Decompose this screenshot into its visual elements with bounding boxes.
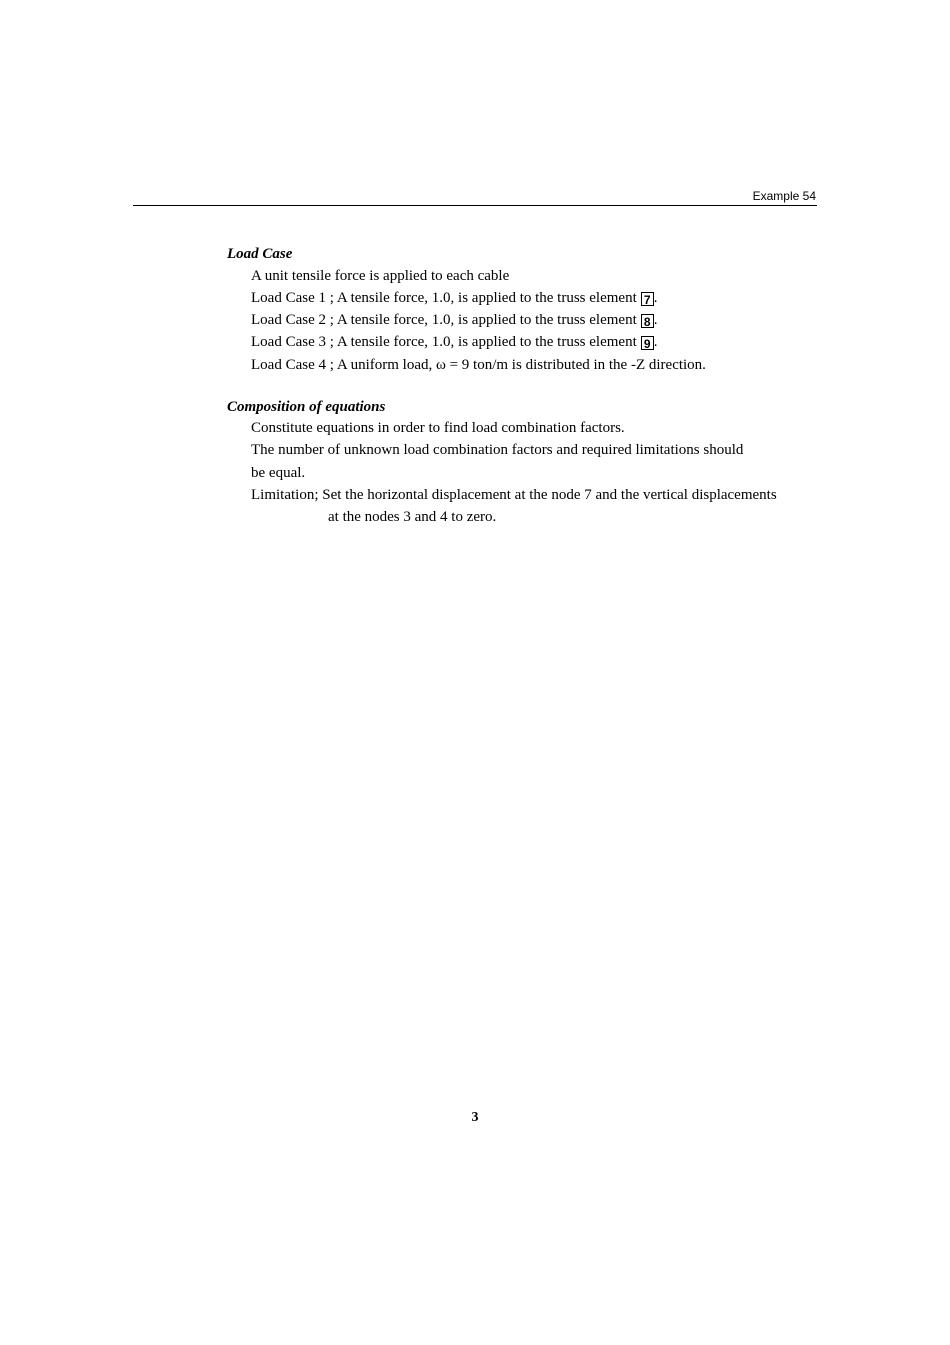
- load-case-3-text: Load Case 3 ; A tensile force, 1.0, is applied to the truss element: [251, 334, 637, 350]
- load-case-2: [251, 310, 658, 330]
- equations-line-3: be equal.: [251, 465, 306, 481]
- running-header-title: Example 54: [752, 189, 816, 203]
- truss-element-8-marker: 8: [641, 314, 654, 328]
- limitation-line-1: Limitation; Set the horizontal displacement at the node 7 and the vertical displacements: [251, 487, 777, 503]
- load-case-1-end: .: [653, 290, 658, 306]
- load-case-1-text: Load Case 1 ; A tensile force, 1.0, is applied to the truss element: [251, 290, 637, 306]
- page-number: 3: [471, 1110, 479, 1125]
- load-case-2-end: .: [653, 312, 658, 328]
- section-heading-load-case: Load Case: [227, 246, 293, 262]
- load-case-3-end: .: [653, 334, 658, 350]
- limitation-line-2: at the nodes 3 and 4 to zero.: [328, 509, 497, 525]
- load-case-intro: A unit tensile force is applied to each cable: [251, 268, 510, 284]
- load-case-2-text: Load Case 2 ; A tensile force, 1.0, is applied to the truss element: [251, 312, 637, 328]
- equations-line-2: The number of unknown load combination factors and required limitations should: [251, 442, 744, 458]
- section-heading-composition: Composition of equations: [227, 399, 386, 415]
- equations-line-1: Constitute equations in order to find load combination factors.: [251, 420, 625, 436]
- load-case-1: [251, 288, 658, 308]
- load-case-4: Load Case 4 ; A uniform load, ω = 9 ton/m is distributed in the -Z direction.: [251, 357, 706, 373]
- header-rule: [133, 205, 817, 206]
- truss-element-9-marker: 9: [641, 336, 654, 350]
- load-case-3: [251, 332, 658, 352]
- truss-element-7-marker: 7: [641, 292, 654, 306]
